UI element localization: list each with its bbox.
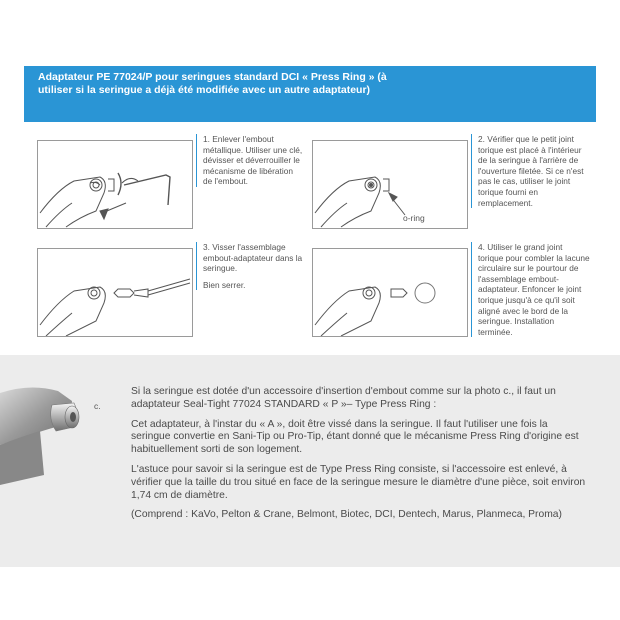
- body-paragraph-4: (Comprend : KaVo, Pelton & Crane, Belmont, Biotec, DCI, Dentech, Marus, Planmeca, Proma): [131, 509, 562, 521]
- diagram-step-4: [312, 248, 468, 337]
- body-paragraph-1: Si la seringue est dotée d'un accessoire d'insertion d'embout comme sur la photo c., il faut un adaptateur Seal-Tight 77024 STANDARD « P »– Type Press Ring :: [131, 386, 556, 410]
- syringe-photo: [0, 375, 100, 495]
- body-paragraph-2: Cet adaptateur, à l'instar du « A », doit être vissé dans la seringue. Il faut l'utiliser une fois la seringue convertie en Sani-Tip ou Pro-Tip, étant donné que le mécanisme Press Ring d'origine est habituellement sorti de son logement.: [131, 418, 579, 456]
- o-ring-label: o-ring: [403, 213, 425, 223]
- diagram-step-3: [37, 248, 193, 337]
- step-1-text: 1. Enlever l'embout métallique. Utiliser une clé, dévisser et déverrouiller le mécanisme de libération de l'embout.: [196, 134, 303, 187]
- photo-label: c.: [94, 401, 101, 411]
- header-title: Adaptateur PE 77024/P pour seringues standard DCI « Press Ring » (à utiliser si la seringue a déjà été modifiée avec un autre adaptateur): [38, 71, 387, 96]
- step-4-text: 4. Utiliser le grand joint torique pour combler la lacune circulaire sur le pourtour de l'assemblage embout-adaptateur. Enfoncer le joint torique jusqu'à ce qu'il soit aligné avec le bord de la seringue. Installation terminée.: [471, 242, 590, 337]
- header-bar: [24, 66, 596, 122]
- diagram-step-1: [37, 140, 193, 229]
- diagram-step-2: [312, 140, 468, 229]
- step-3-text: 3. Visser l'assemblage embout-adaptateur dans la seringue. Bien serrer.: [196, 242, 303, 290]
- body-text: [131, 386, 589, 529]
- body-paragraph-3: L'astuce pour savoir si la seringue est de Type Press Ring consiste, si l'accessoire est enlevé, à vérifier que la taille du trou situé en face de la seringue mesure le diamètre d'une pièce, soit environ 1,74 cm de diamètre.: [131, 463, 586, 501]
- step-2-text: 2. Vérifier que le petit joint torique est placé à l'intérieur de la seringue à l'arrière de l'ouverture filetée. Si ce n'est pas le cas, utiliser le joint torique fourni en remplacement.: [471, 134, 588, 208]
